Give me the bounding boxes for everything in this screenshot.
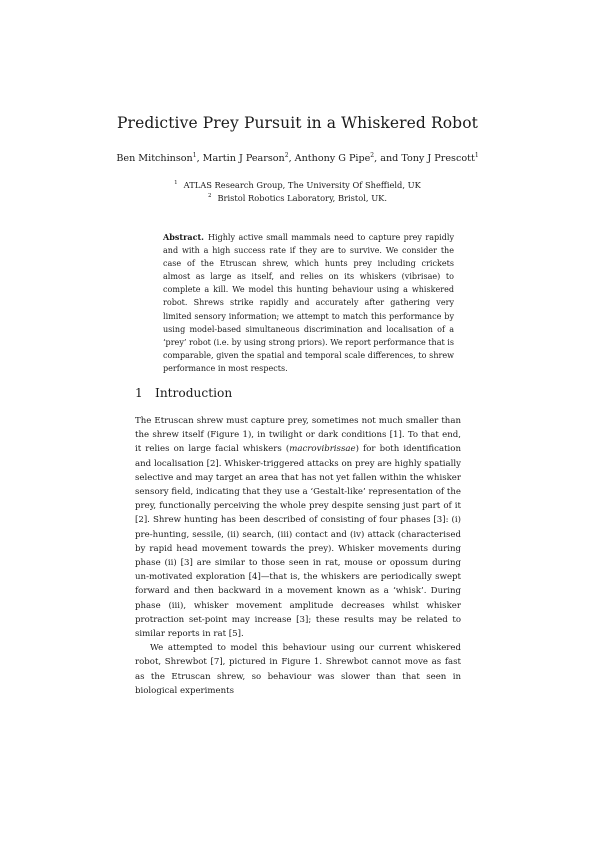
affiliation-mark: 1 <box>174 180 178 187</box>
author-name: Anthony G Pipe <box>294 153 371 164</box>
author-affiliation-mark: 2 <box>284 151 289 159</box>
affiliation-mark: 2 <box>207 193 212 200</box>
author-name: Martin J Pearson <box>202 153 285 164</box>
author-affiliation-mark: 2 <box>370 151 375 159</box>
affiliation <box>0 179 595 192</box>
section-number: 1 <box>135 386 143 400</box>
author-separator: , <box>196 153 203 164</box>
author-affiliation-mark: 1 <box>474 151 479 159</box>
emphasis-term: macrovibrissae <box>289 444 356 455</box>
abstract-label: Abstract. <box>163 232 204 242</box>
paragraph-text: The Etruscan shrew must capture prey, sometimes not much smaller than the shrew itself (Figure 1), in twilight or dark conditions [1]. To that end, it relies on large facial whiskers ( <box>135 416 461 455</box>
paragraph <box>135 414 461 641</box>
author-separator: , and <box>374 153 402 164</box>
author-affiliation-mark: 1 <box>192 151 197 159</box>
author-list <box>0 153 595 164</box>
affiliation-text: Bristol Robotics Laboratory, Bristol, UK. <box>217 193 388 203</box>
affiliation-text: ATLAS Research Group, The University Of Sheffield, UK <box>183 180 421 190</box>
abstract-text: Highly active small mammals need to capture prey rapidly and with a high success rate if they are to survive. We consider the case of the Etruscan shrew, which hunts prey including crickets almost as large as itself, and relies on its whiskers (vibrisae) to complete a kill. We model this hunting behaviour using a whiskered robot. Shrews strike rapidly and accurately after gathering very limited sensory information; we attempt to match this performance by using model-based simultaneous discrimination and localisation of a ‘prey’ robot (i.e. by using strong priors). We report performance that is comparable, given the spatial and temporal scale differences, to shrew performance in most respects. <box>163 233 454 373</box>
author-separator: , <box>288 153 295 164</box>
paragraph-text: ) for both identification and localisation [2]. Whisker-triggered attacks on prey are highly spatially selective and may target an area that has not yet fallen within the whisker sensory field, indicating that they use a ‘Gestalt-like’ representation of the prey, functionally perceiving the whole prey despite sensing just part of it [2]. Shrew hunting has been described of consisting of four phases [3]: (i) pre-hunting, sessile, (ii) search, (iii) contact and (iv) attack (characterised by rapid head movement towards the prey). Whisker movements during phase (ii) [3] are similar to those seen in rat, mouse or opossum during un-motivated exploration [4]—that is, the whiskers are periodically swept forward and then backward in a movement known as a ‘whisk’. During phase (iii), whisker movement amplitude decreases whilst whisker protraction set-point may increase [3]; these results may be related to similar reports in rat [5]. <box>135 444 462 640</box>
author-name: Tony J Prescott <box>401 153 475 164</box>
author-name: Ben Mitchinson <box>116 153 193 164</box>
paper-title: Predictive Prey Pursuit in a Whiskered Robot <box>117 114 478 132</box>
body-text <box>135 414 461 698</box>
affiliation <box>0 192 595 205</box>
abstract <box>163 231 454 375</box>
section-heading <box>135 386 465 400</box>
affiliation-list <box>0 179 595 205</box>
section-title: Introduction <box>155 386 233 400</box>
paragraph: We attempted to model this behaviour using our current whiskered robot, Shrewbot [7], pictured in Figure 1. Shrewbot cannot move as fast as the Etruscan shrew, so behaviour was slower than that seen in biological experiments <box>135 643 461 696</box>
